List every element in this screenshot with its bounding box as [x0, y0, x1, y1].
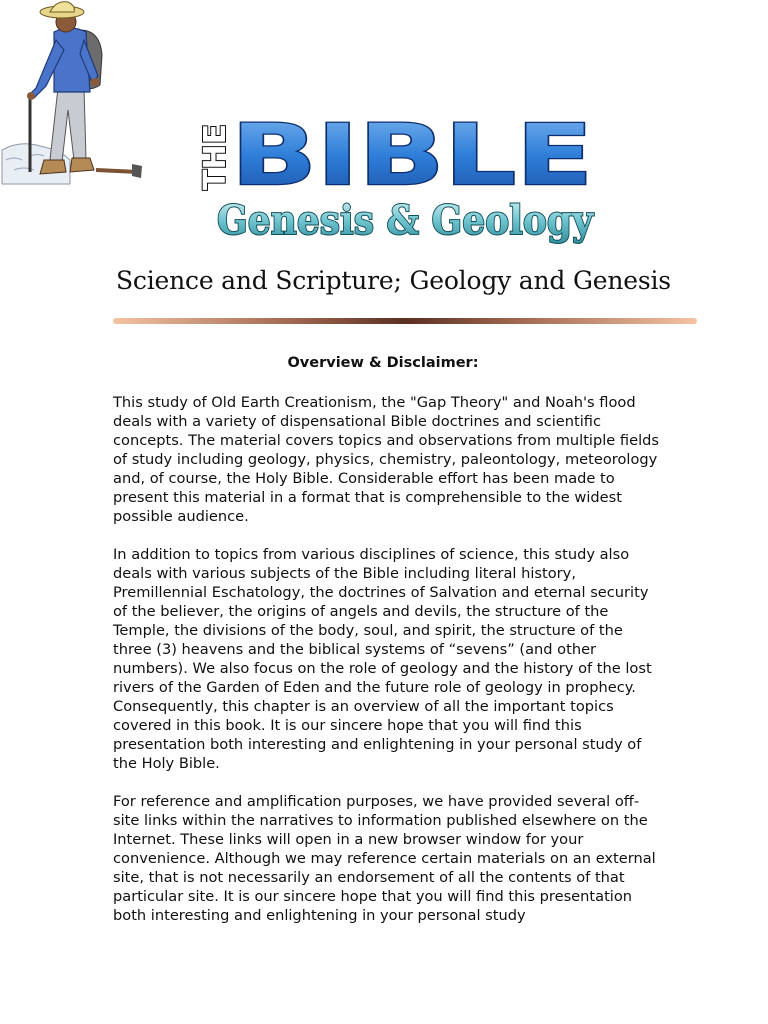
- paragraph: In addition to topics from various disciplines of science, this study also deals with various subjects of the Bible including literal history, Premillennial Eschatology, the doctrines of Salvation and eternal security of the believer, the origins of angels and devils, the structure of the Temple, the divisions of the body, soul, and spirit, the structure of the three (3) heavens and the biblical systems of “sevens” (and other numbers). We also focus on the role of geology and the history of the lost rivers of the Garden of Eden and the future role of geology in prophecy. Consequently, this chapter is an overview of all the important topics covered in this book. It is our sincere hope that you will find this presentation both interesting and enlightening in your personal study of the Holy Bible.: [113, 546, 652, 772]
- logo-the-text: THE: [198, 123, 233, 190]
- paragraph: This study of Old Earth Creationism, the "Gap Theory" and Noah's flood deals with a variety of dispensational Bible doctrines and scientific concepts. The material covers topics and observations from multiple fields of study including geology, physics, chemistry, paleontology, meteorology and, of course, the Holy Bible. Considerable effort has been made to present this material in a format that is comprehensible to the widest possible audience.: [113, 394, 660, 525]
- logo-tagline-text: Genesis & Geology: [217, 197, 595, 244]
- logo-bible-text: BIBLE: [231, 106, 593, 204]
- paragraph: For reference and amplification purposes, we have provided several off-site links within the narratives to information published elsewhere on the Internet. These links will open in a new browser window for your convenience. Although we may reference certain materials on an external site, that is not necessarily an endorsement of all the contents of that particular site. It is our sincere hope that you will find this presentation both interesting and enlightening in your personal study: [113, 793, 656, 924]
- page-subtitle: Science and Scripture; Geology and Genesis: [116, 266, 671, 295]
- section-heading: Overview & Disclaimer:: [287, 355, 479, 371]
- bible-genesis-geology-logo: [195, 100, 605, 260]
- section-divider: [113, 318, 697, 324]
- geologist-hiker-illustration: [0, 0, 145, 190]
- body-text: [113, 393, 661, 944]
